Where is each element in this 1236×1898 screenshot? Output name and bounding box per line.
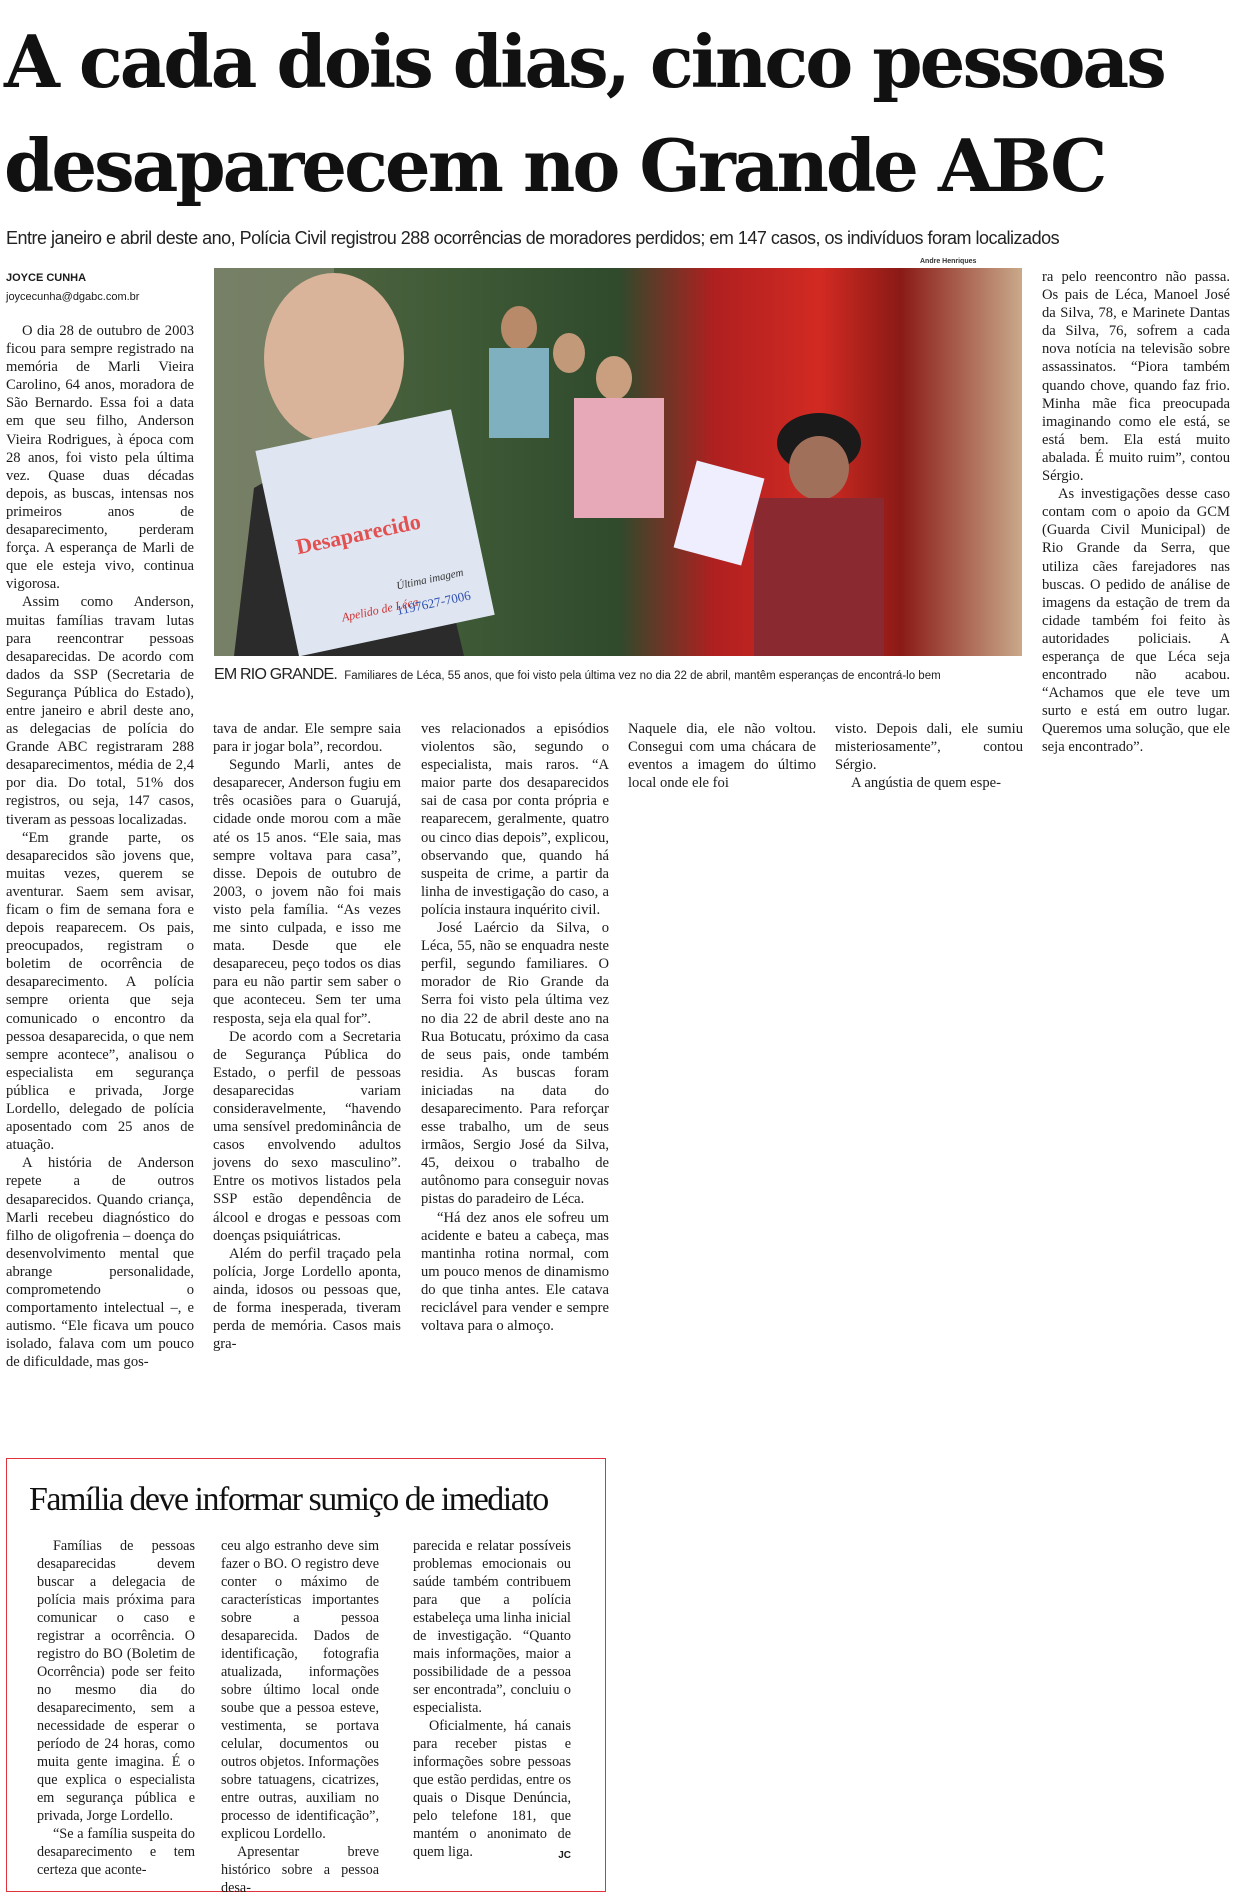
paragraph: ceu algo estranho deve sim fazer o BO. O registro deve conter o máximo de características importantes sobre a pessoa desaparecida. Dados de identificação, fotografia atualizada, informações sobre último local onde soube que a pessoa esteve, vestimenta, se portava celular, documentos ou outros objetos. Informações sobre tatuagens, cicatrizes, entre outras, auxiliam no processo de identificação”, explicou Lordello. <box>221 1538 379 1842</box>
sidebar-column-2 <box>221 1537 379 1897</box>
article-column-1 <box>6 322 194 1371</box>
photo-credit: Andre Henriques <box>920 258 977 265</box>
article-column-4 <box>628 720 816 792</box>
photo-caption <box>214 666 1024 684</box>
paragraph: As investigações desse caso contam com o apoio da GCM (Guarda Civil Municipal) de Rio Grande da Serra, que utiliza cães farejadores nas buscas. O pedido de análise de imagens da estação de trem da cidade também foi feito às autoridades policiais. A esperança de que Léca seja encontrado não acabou. “Achamos que ele teve um surto e está em outro lugar. Queremos uma solução, que ele seja encontrado”. <box>1042 486 1230 756</box>
paragraph: ra pelo reencontro não passa. Os pais de Léca, Manoel José da Silva, 78, e Marinete Dantas da Silva, 76, sofrem a cada nova notícia na televisão sobre assassinatos. “Piora também quando chove, quando faz frio. Minha mãe fica preocupada imaginando como ele está, se está bem. Ela está muito abalada. É muito ruim”, contou Sérgio. <box>1042 269 1230 485</box>
sidebar-title: Família deve informar sumiço de imediato <box>29 1481 548 1518</box>
paragraph: Assim como Anderson, muitas famílias travam lutas para reencontrar pessoas desaparecidas. De acordo com dados da SSP (Secretaria de Segurança Pública do Estado), entre janeiro e abril deste ano, as delegacias de polícia do Grande ABC registraram 288 desaparecimentos, média de 2,4 por dia. Do total, 51% dos registros, ou seja, 147 casos, tiveram as pessoas localizadas. <box>6 594 194 828</box>
poster-last-image: Última imagem <box>395 566 465 593</box>
paragraph: tava de andar. Ele sempre saia para ir jogar bola”, recordou. <box>213 721 401 756</box>
byline <box>6 272 139 303</box>
paragraph: Apresentar breve histórico sobre a pessoa desa- <box>221 1844 379 1896</box>
photo-illustration <box>214 268 1022 656</box>
paragraph: Além do perfil traçado pela polícia, Jorge Lordello aponta, ainda, idosos ou pessoas que, de forma inesperada, tiveram perda de memória. Casos mais gra- <box>213 1245 401 1353</box>
paragraph: Naquele dia, ele não voltou. Consegui com uma chácara de eventos a imagem do último local onde ele foi <box>628 721 816 792</box>
paragraph: parecida e relatar possíveis problemas emocionais ou saúde também contribuem para que a polícia estabeleça uma linha inicial de investigação. “Quanto mais informações, maior a possibilidade de a pessoa ser encontrada”, concluiu o especialista. <box>413 1538 571 1716</box>
caption-lead: EM RIO GRANDE. <box>214 666 338 683</box>
paragraph: “Em grande parte, os desaparecidos são jovens que, muitas vezes, querem se aventurar. Saem sem avisar, ficam o fim de semana fora e depois reaparecem. Os pais, preocupados, registram o boletim de ocorrência de desaparecimento. A polícia sempre orienta que seja comunicado o encontro da pessoa desaparecida, o que nem sempre acontece”, analisou o especialista em segurança pública e privada, Jorge Lordello, delegado de polícia aposentado com 25 anos de atuação. <box>6 829 194 1154</box>
poster-nickname: Apelido de Léca <box>340 594 420 625</box>
article-column-2 <box>213 720 401 1353</box>
article-column-5 <box>835 720 1023 792</box>
caption-text: Familiares de Léca, 55 anos, que foi visto pela última vez no dia 22 de abril, mantêm esperanças de encontrá-lo bem <box>344 670 941 682</box>
headline-line-2: desaparecem no Grande ABC <box>4 123 1105 208</box>
paragraph: A angústia de quem espe- <box>851 775 1001 792</box>
paragraph: O dia 28 de outubro de 2003 ficou para sempre registrado na memória de Marli Vieira Carolino, 64 anos, moradora de São Bernardo. Essa foi a data em que seu filho, Anderson Vieira Rodrigues, à época com 28 anos, foi visto pela última vez. Quase duas décadas depois, as buscas, intensas nos primeiros anos de desaparecimento, perderam força. A esperança de Marli de que ele esteja vivo, continua vigorosa. <box>6 323 194 593</box>
author-signature: JC <box>558 1850 571 1861</box>
poster-phone: 1197627-7006 <box>395 587 472 618</box>
author-email: joycecunha@dgabc.com.br <box>6 291 140 303</box>
poster-title: Desaparecido <box>293 508 423 560</box>
paragraph: José Laércio da Silva, o Léca, 55, não se enquadra neste perfil, segundo familiares. O morador de Rio Grande da Serra foi visto pela última vez no dia 22 de abril deste ano na Rua Botucatu, próximo da casa de seus pais, onde também residia. As buscas foram iniciadas na data do desaparecimento. Para reforçar esse trabalho, um de seus irmãos, Sergio José da Silva, 45, deixou o trabalho de autônomo para conseguir novas pistas do paradeiro de Léca. <box>421 920 609 1208</box>
paragraph: visto. Depois dali, ele sumiu misteriosamente”, contou Sérgio. <box>835 721 1023 774</box>
paragraph: A história de Anderson repete a de outros desaparecidos. Quando criança, Marli recebeu diagnóstico do filho de oligofrenia – doença do desenvolvimento mental que abrange personalidade, comprometendo o comportamento intelectual –, e autismo. “Ele ficava um pouco isolado, falava com um pouco de dificuldade, mas gos- <box>6 1155 194 1371</box>
paragraph: ves relacionados a episódios violentos são, segundo o especialista, mais raros. “A maior parte dos desaparecidos sai de casa por conta própria e reaparecem, geralmente, quatro ou cinco dias depois”, explicou, observando que, quando há suspeita de crime, a partir da linha de investigação do caso, a polícia instaura inquérito civil. <box>421 721 609 918</box>
subtitle: Entre janeiro e abril deste ano, Polícia Civil registrou 288 ocorrências de moradores perdidos; em 147 casos, os indivíduos foram localizados <box>6 228 1060 248</box>
article-photo <box>214 268 1022 656</box>
sidebar-box <box>6 1458 606 1896</box>
paragraph-text: Oficialmente, há canais para receber pistas e informações sobre pessoas que estão perdidas, entre os quais o Disque Denúncia, pelo telefone 181, que mantém o anonimato de quem liga. <box>413 1718 571 1860</box>
headline <box>4 10 1232 218</box>
article-column-6 <box>1042 268 1230 757</box>
paragraph: Famílias de pessoas desaparecidas devem buscar a delegacia de polícia mais próxima para comunicar o caso e registrar a ocorrência. O registro do BO (Boletim de Ocorrência) pode ser feito no mesmo dia do desaparecimento, sem a necessidade de esperar o período de 24 horas, como muita gente imagina. É o que explica o especialista em segurança pública e privada, Jorge Lordello. <box>37 1538 195 1824</box>
paragraph: “Há dez anos ele sofreu um acidente e bateu a cabeça, mas mantinha rotina normal, com um pouco menos de dinamismo do que tinha antes. Ele catava reciclável para vender e sempre voltava para o almoço. <box>421 1209 609 1335</box>
sidebar-column-1 <box>37 1537 195 1879</box>
paragraph: Segundo Marli, antes de desaparecer, Anderson fugiu em três ocasiões para o Guarujá, cidade onde morou com a mãe até os 15 anos. “Ele saia, mas sempre voltava para casa”, disse. Depois de outubro de 2003, o jovem não foi mais visto pela família. “As vezes me sinto culpada, e isso me mata. Desde que ele desapareceu, peço todos os dias para eu não partir sem saber o que aconteceu. Sem ter uma resposta, seja ela qual for”. <box>213 757 401 1027</box>
headline-line-1: A cada dois dias, cinco pessoas <box>4 19 1164 104</box>
author-name: JOYCE CUNHA <box>6 272 87 284</box>
paragraph: “Se a família suspeita do desaparecimento e tem certeza que aconte- <box>37 1826 195 1878</box>
sidebar-column-3 <box>413 1537 571 1865</box>
paragraph <box>413 1717 571 1861</box>
article-column-3 <box>421 720 609 1335</box>
paragraph: De acordo com a Secretaria de Segurança Pública do Estado, o perfil de pessoas desaparecidas variam consideravelmente, “havendo uma sensível predominância de casos envolvendo adultos jovens do sexo masculino”. Entre os motivos listados pela SSP estão dependência de álcool e drogas e pessoas com doenças psiquiátricas. <box>213 1028 401 1244</box>
